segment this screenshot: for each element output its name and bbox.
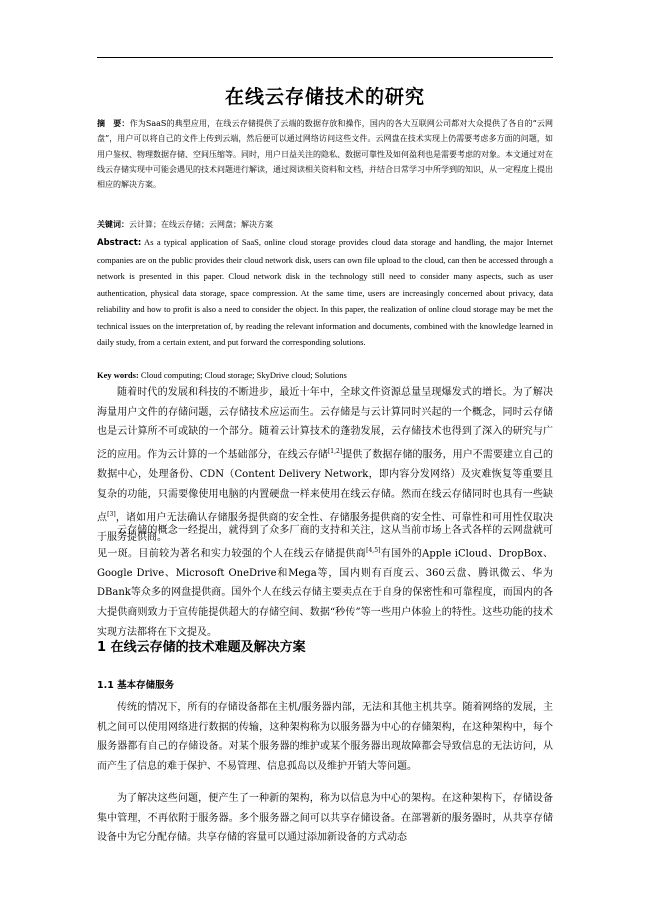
keywords-cn-text: 云计算；在线云存储；云网盘；解决方案 — [129, 220, 273, 229]
p2-text-a: 云存储的概念一经提出，就得到了众多厂商的支持和关注，这从当前市场上各式各样的云网盘就可见一斑。目前较为著名和实力较强的个人在线云存储提供商 — [97, 525, 553, 560]
subsection-heading-1-1: 1.1 基本存储服务 — [97, 680, 175, 691]
keywords-en-text: Cloud computing; Cloud storage; SkyDrive cloud; Solutions — [138, 370, 347, 380]
citation-4-5: [4,5] — [366, 546, 381, 554]
paper-title: 在线云存储技术的研究 — [224, 86, 425, 108]
keywords-chinese — [97, 218, 553, 231]
abstract-chinese — [97, 116, 553, 192]
p1-text-b: 提供了数据存储的服务，用户不需要建立自己的数据中心，处理备份、CDN（Content Delivery Network，即内容分发网络）及灾难恢复等重要且复杂的功能，只需要像使用电脑的内置硬盘一样来使用在线云存储。然而在线云存储同时也具有一些缺点 — [97, 449, 554, 523]
p1-text-a: 随着时代的发展和科技的不断进步，最近十年中，全球文件资源总量呈现爆发式的增长。为了解决海量用户文件的存储问题，云存储技术应运而生。云存储是与云计算同时兴起的一个概念，同时云存储也是云计算所不可或缺的一个部分。随着云计算技术的蓬勃发展，云存储技术也得到了深入的研究与广泛的应用。作为云计算的一个基础部分，在线云存储 — [97, 387, 553, 461]
abstract-cn-label: 摘 要： — [97, 119, 130, 128]
keywords-cn-label: 关键词： — [97, 220, 129, 229]
citation-1-2: [1,2] — [327, 448, 343, 456]
abstract-english — [97, 234, 553, 351]
section-paragraph-2: 为了解决这些问题，便产生了一种新的架构，称为以信息为中心的架构。在这种架构下，存储设备集中管理，不再依附于服务器。多个服务器之间可以共享存储设备。在部署新的服务器时，从共享存储设备中为它分配存储。共享存储的容量可以通过添加新设备的方式动态 — [97, 793, 553, 844]
abstract-en-text: As a typical application of SaaS, online cloud storage provides cloud data storage and handling, the major Internet companies are on the public provides their cloud network disk, users can own file upload to the cloud, can then be accessed through a network is presented in this paper. Cloud network disk in the technology still need to consider many aspects, such as user authentication, physical data storage, space compression. At the same time, users are increasingly concerned about privacy, data reliability and how to profit is also a need to consider the object. In this paper, the realization of online cloud storage may be met the technical issues on the interpretation of, by reading the relevant information and documents, combined with the knowledge learned in daily study, from a certain extent, and put forward the corresponding solutions. — [97, 237, 553, 347]
p2-text-b: 有国外的Apple iCloud、DropBox、Google Drive、Microsoft OneDrive和Mega等，国内则有百度云、360云盘、腾讯微云、华为DBank等众多的网盘提供商。国外个人在线云存储主要卖点在于自身的保密性和可靠程度，而国内的各大提供商则致力于宣传能提供超大的存储空间、数据“秒传”等一些用户体验上的特性。这些功能的技术实现方法都将在下文提及。 — [97, 548, 553, 638]
keywords-english — [97, 369, 553, 382]
section-heading-1: 1 在线云存储的技术难题及解决方案 — [97, 640, 306, 655]
citation-3: [3] — [107, 510, 116, 518]
abstract-cn-text: 作为SaaS的典型应用，在线云存储提供了云端的数据存放和操作，国内的各大互联网公司都对大众提供了各自的“云网盘”，用户可以将自己的文件上传到云端，然后便可以通过网络访问这些文件。云网盘在技术实现上仍需要考虑多方面的问题，如用户鉴权、物理数据存储、空间压缩等。同时，用户日益关注的隐私、数据可靠性及如何盈利也是需要考虑的对象。本文通过对在线云存储实现中可能会遇见的技术问题进行解读，通过阅读相关资料和文档，并结合日常学习中所学到的知识，从一定程度上提出相应的解决方案。 — [97, 119, 554, 190]
header-rule — [97, 57, 553, 58]
intro-paragraph-2 — [97, 521, 553, 643]
keywords-en-label: Key words: — [97, 370, 139, 380]
abstract-en-label: Abstract: — [97, 238, 142, 248]
p1-text-c: ，诸如用户无法确认存储服务提供商的安全性、存储服务提供商的安全性、可靠性和可用性仅取决于服务提供商。 — [97, 511, 554, 543]
section-paragraph-1: 传统的情况下，所有的存储设备都在主机/服务器内部，无法和其他主机共享。随着网络的发展，主机之间可以使用网络进行数据的传输，这种架构称为以服务器为中心的存储架构，在这种架构中，每个服务器都有自己的存储设备。对某个服务器的维护或某个服务器出现故障都会导致信息的无法访问，从而产生了信息的难于保护、不易管理、信息孤岛以及维护开销大等问题。 — [97, 702, 553, 773]
